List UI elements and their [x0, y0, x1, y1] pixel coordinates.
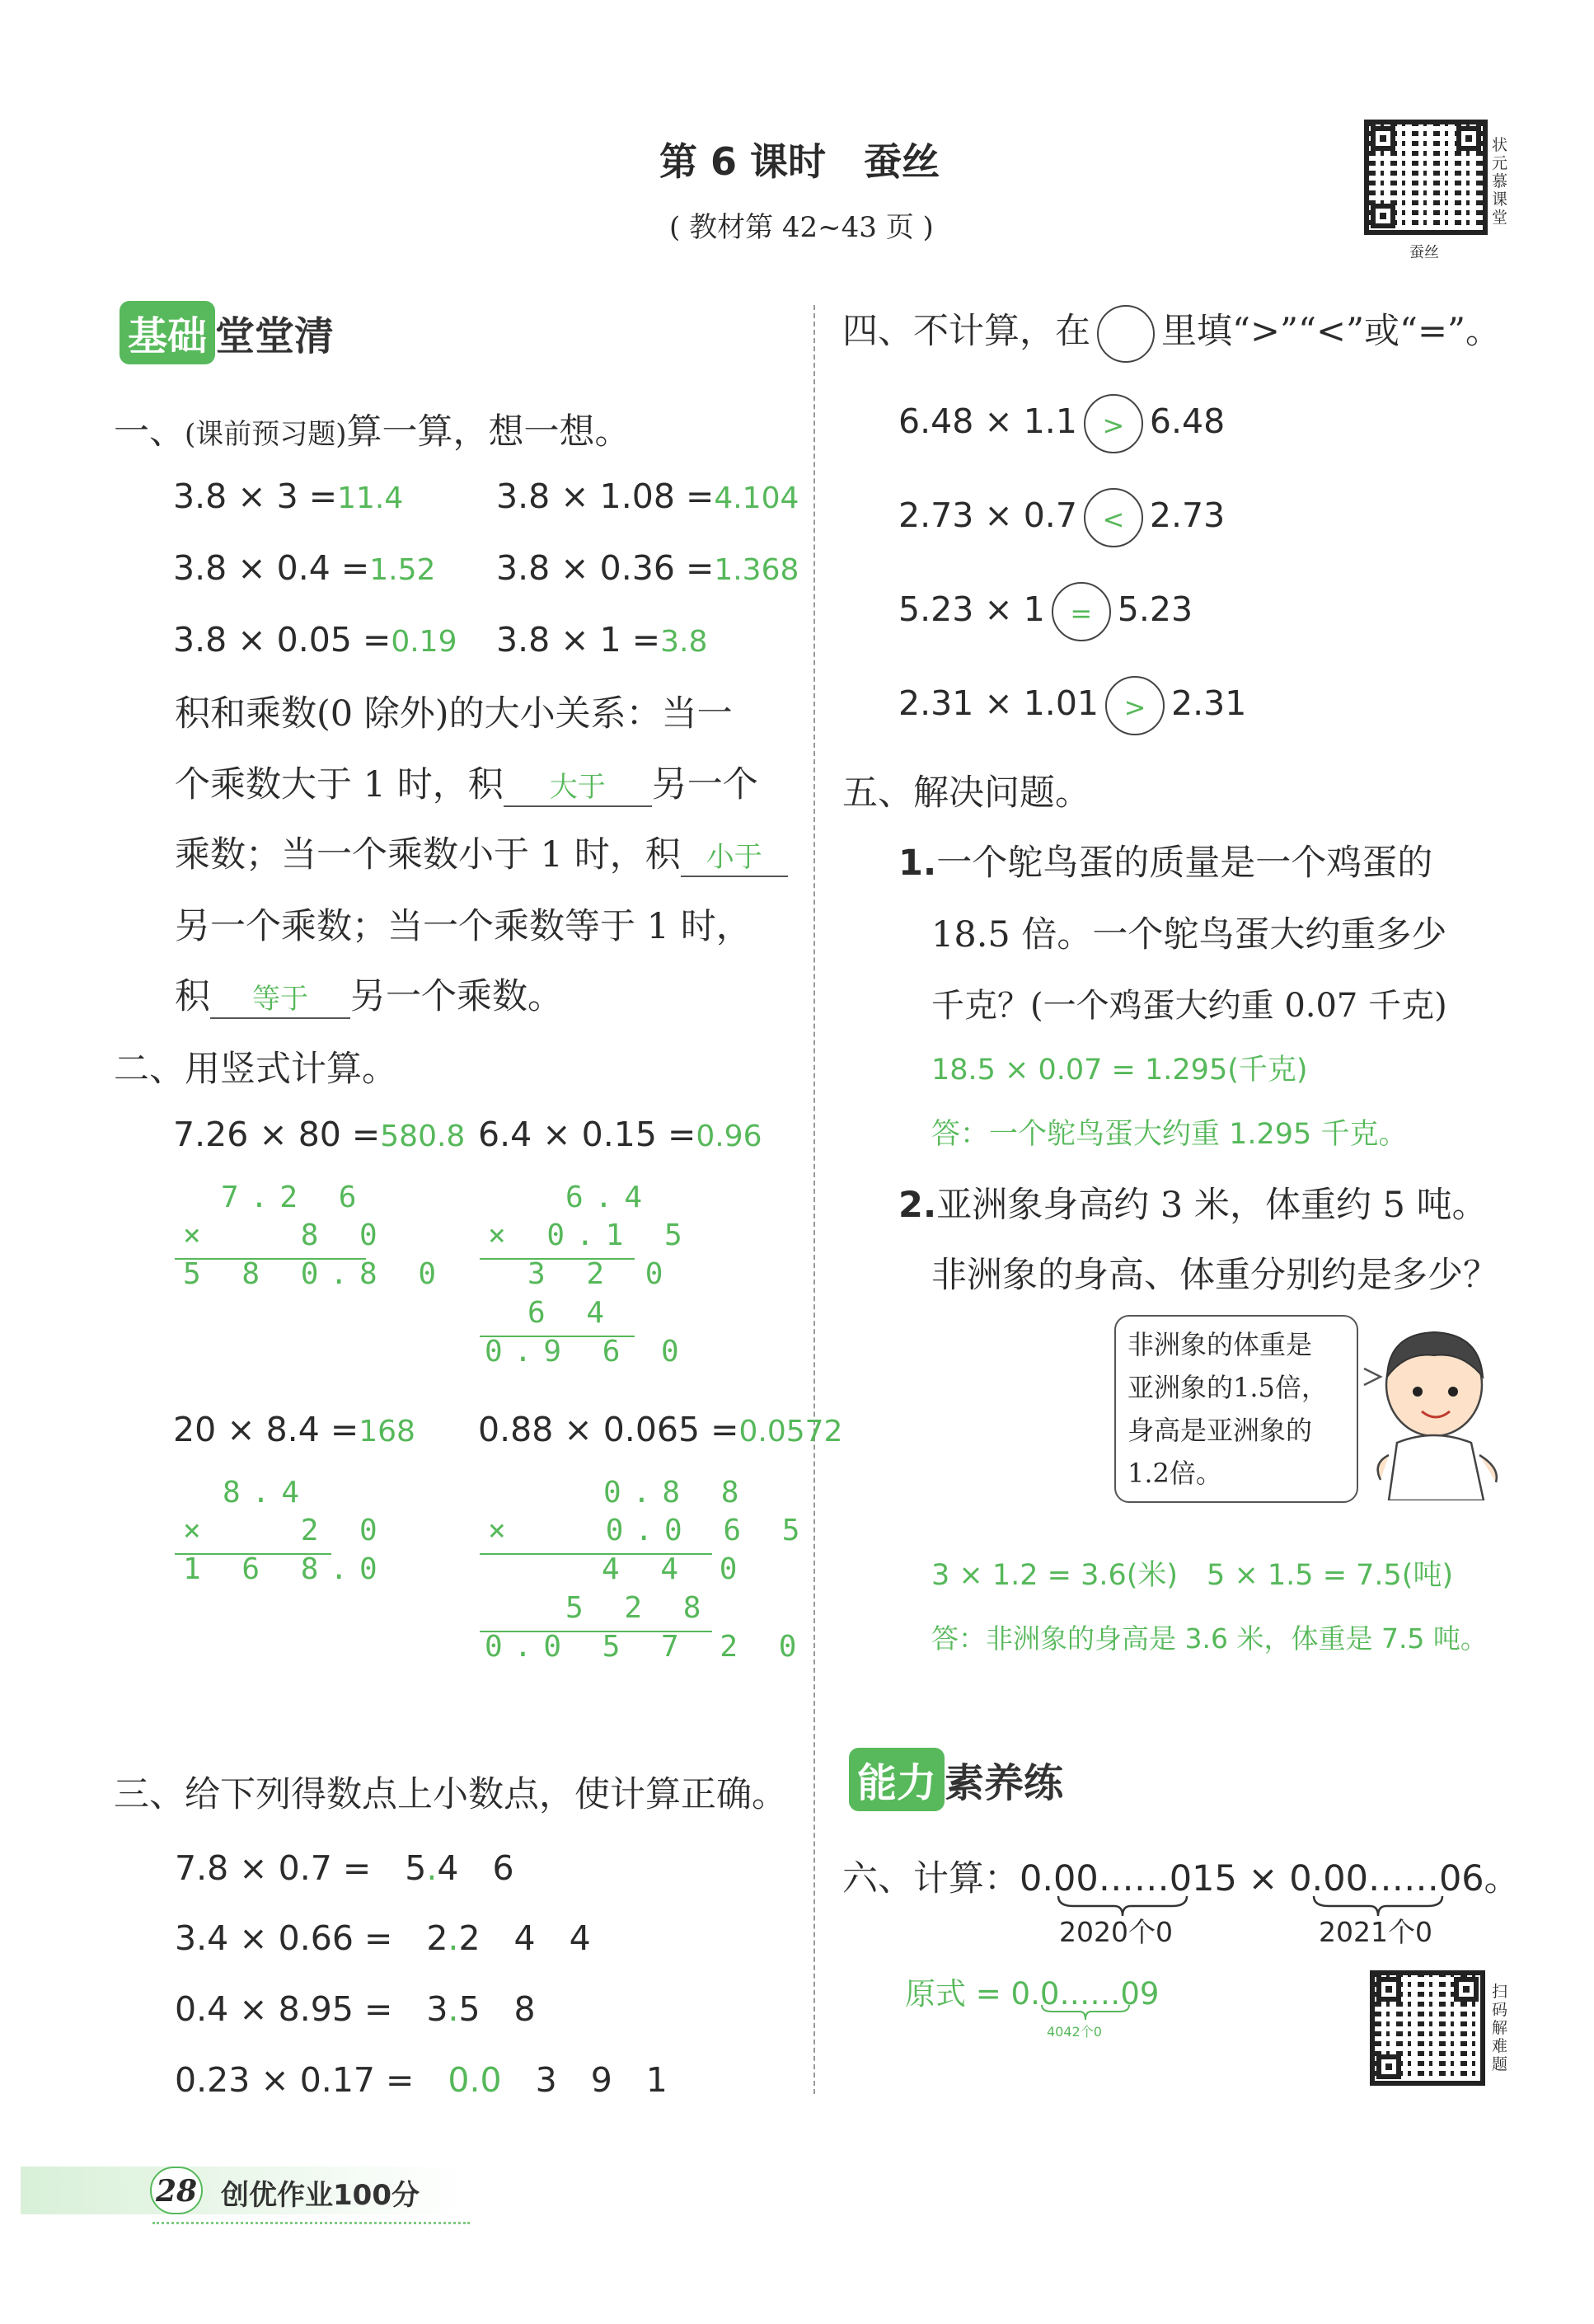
section-ability-heading: [849, 1748, 1063, 1811]
q5-p1-answer: 答：一个鸵鸟蛋大约重 1.295 千克。: [931, 1118, 1408, 1151]
q2-p3-expr: 20 × 8.4 =168: [173, 1410, 415, 1449]
q1-tag: (课前预习题): [185, 418, 347, 451]
q4-heading: 四、不计算，在 里填“>”“<”或“=”。: [842, 303, 1501, 363]
q2-p2-answer: 0.96: [696, 1120, 762, 1153]
q2-p1-line2: × 8 0: [183, 1218, 389, 1252]
q6-dots-b: ……: [1367, 1858, 1439, 1899]
q5-p1-line3: 千克？(一个鸡蛋大约重 0.07 千克): [931, 987, 1447, 1025]
qr-caption: 蚕丝: [1409, 244, 1439, 261]
q3-heading: 三、给下列得数点上小数点，使计算正确。: [114, 1774, 787, 1815]
q1-row1-left-answer: 11.4: [337, 481, 404, 515]
q5-heading: 五、解决问题。: [842, 772, 1090, 814]
q4-row2: 2.73 × 0.7 < 2.73: [898, 488, 1225, 547]
q3-row1: 7.8 × 0.7 = 5.4 6: [175, 1848, 514, 1888]
q3-row1-dot: .: [426, 1848, 438, 1888]
q6-answer: 原式 = 0.0……09: [905, 1976, 1160, 2012]
q1-relation-line1: 积和乘数(0 除外)的大小关系：当一: [175, 693, 733, 735]
q2-p4-line2: × 0.0 6 5: [488, 1514, 812, 1547]
q6-dots-a: ……: [1098, 1858, 1170, 1899]
q4-row1: 6.48 × 1.1 > 6.48: [898, 394, 1225, 453]
boy-illustration: [1356, 1319, 1521, 1500]
q1-heading: [114, 404, 631, 454]
q4-row1-circle[interactable]: >: [1084, 394, 1143, 453]
bubble-line-2: 亚洲象的1.5倍，: [1128, 1372, 1328, 1403]
q1-relation-line4: 另一个乘数；当一个乘数等于 1 时，: [175, 906, 752, 947]
section-basic-badge: 基础: [120, 301, 215, 364]
q1-row2-right-answer: 1.368: [714, 553, 799, 587]
footer-dotted-rule: [152, 2222, 470, 2224]
bubble-line-3: 身高是亚洲象的: [1128, 1415, 1313, 1446]
q2-p2-line4: 6 4: [527, 1296, 617, 1330]
q5-p1-line1: 1.一个鸵鸟蛋的质量是一个鸡蛋的: [898, 843, 1433, 884]
q2-p3-line3: 1 6 8.0: [183, 1552, 389, 1586]
q4-row2-circle[interactable]: <: [1084, 488, 1143, 547]
q4-circle-example: [1097, 305, 1155, 363]
section-ability-rest: 素养练: [945, 1760, 1064, 1806]
q2-p4-answer: 0.0572: [738, 1415, 843, 1448]
q2-p2-line1: 6.4: [565, 1181, 654, 1214]
qr-bottom-side-label: 扫码解难题: [1492, 1983, 1508, 2073]
q6-heading: 六、计算：0.00……015 × 0.00……06。: [842, 1858, 1520, 1899]
qr-code-top[interactable]: [1364, 120, 1488, 235]
q1-row1-left: 3.8 × 3 =11.4: [173, 477, 404, 516]
bubble-line-4: 1.2倍。: [1128, 1458, 1222, 1489]
q6-expr-c: 06。: [1438, 1858, 1520, 1899]
section-basic-heading: [120, 301, 334, 364]
q3-row4-prefix: 0.0: [448, 2060, 502, 2100]
q2-p4-line3: 4 4 0: [602, 1552, 749, 1586]
q2-p4-line5: 0.0 5 7 2 0: [485, 1630, 809, 1664]
q4-row3-circle[interactable]: =: [1052, 582, 1111, 641]
q5-p1-work: 18.5 × 0.07 = 1.295(千克): [931, 1054, 1308, 1087]
q6-expr-b: 015 × 0.00: [1169, 1858, 1368, 1899]
q4-row4: 2.31 × 1.01 > 2.31: [898, 676, 1246, 735]
q2-p3-line2: × 2 0: [183, 1514, 389, 1547]
q3-row2-dot: .: [448, 1918, 459, 1958]
q3-row3: 0.4 × 8.95 = 3.5 8: [175, 1989, 536, 2029]
section-basic-rest: 堂堂清: [215, 313, 335, 359]
q2-p4-line1: 0.8 8: [603, 1476, 751, 1509]
q2-p1-answer: 580.8: [380, 1120, 466, 1153]
bubble-line-1: 非洲象的体重是: [1128, 1329, 1313, 1360]
q1-row2-left: 3.8 × 0.4 =1.52: [173, 548, 436, 588]
footer-brand: 创优作业100分: [221, 2179, 420, 2212]
q2-p3-answer: 168: [359, 1415, 415, 1448]
q5-p2-work: 3 × 1.2 = 3.6(米) 5 × 1.5 = 7.5(吨): [931, 1559, 1454, 1592]
q2-p2-line3: 3 2 0: [527, 1257, 675, 1291]
q6-brace-b-label: 2021个0: [1319, 1916, 1432, 1948]
q2-p2-line5: 0.9 6 0: [485, 1335, 691, 1369]
q1-row2-right: 3.8 × 0.36 =1.368: [496, 548, 799, 588]
q1-row3-left: 3.8 × 0.05 =0.19: [173, 620, 457, 660]
q5-p2-line2: 非洲象的身高、体重分别约是多少？: [931, 1255, 1498, 1296]
page-number: 28: [150, 2167, 203, 2214]
q1-row3-right: 3.8 × 1 =3.8: [496, 620, 708, 660]
q4-row3: 5.23 × 1 = 5.23: [898, 582, 1193, 641]
speech-bubble: [1114, 1315, 1358, 1503]
q2-p1-line3: 5 8 0.8 0: [183, 1257, 448, 1291]
q2-p2-expr: 6.4 × 0.15 =0.96: [478, 1115, 762, 1154]
q1-row1-right-answer: 4.104: [714, 481, 799, 515]
q1-blank-3[interactable]: 等于: [210, 976, 350, 1019]
page-subtitle: ( 教材第 42~43 页 ): [669, 211, 934, 244]
q2-p4-line4: 5 2 8: [565, 1591, 713, 1625]
q3-row3-dot: .: [448, 1989, 459, 2029]
column-divider: [813, 305, 815, 2094]
q5-p2-line1: 2.亚洲象身高约 3 米，体重约 5 吨。: [898, 1185, 1488, 1226]
q2-p4-expr: 0.88 × 0.065 =0.0572: [478, 1410, 843, 1449]
q2-p3-line1: 8.4: [223, 1476, 312, 1509]
q1-blank-1[interactable]: 大于: [504, 764, 652, 807]
q1-relation-line3: 乘数；当一个乘数小于 1 时，积 小于: [175, 827, 788, 877]
section-ability-badge: 能力: [849, 1748, 945, 1811]
q1-row3-right-answer: 3.8: [660, 625, 708, 659]
q5-p1-line2: 18.5 倍。一个鸵鸟蛋大约重多少: [931, 914, 1447, 955]
q4-row4-circle[interactable]: >: [1105, 676, 1165, 735]
q6-answer-note: 4042个0: [1047, 2024, 1102, 2040]
q1-row1-right: 3.8 × 1.08 =4.104: [496, 477, 799, 516]
q1-relation-line5: 积 等于 另一个乘数。: [175, 976, 563, 1017]
page-title: 第 6 课时 蚕丝: [659, 139, 940, 184]
q1-row2-left-answer: 1.52: [369, 553, 436, 587]
q3-row4: 0.23 × 0.17 = 0.0 3 9 1: [175, 2060, 668, 2100]
q6-answer-brace: [1040, 2003, 1131, 2021]
q2-p1-line1: 7.2 6: [221, 1181, 368, 1214]
q3-row2: 3.4 × 0.66 = 2.2 4 4: [175, 1918, 591, 1958]
q1-relation-line2: 个乘数大于 1 时，积 大于 另一个: [175, 764, 758, 805]
q2-p1-expr: 7.26 × 80 =580.8: [173, 1115, 466, 1154]
q2-heading: 二、用竖式计算。: [114, 1049, 397, 1090]
q6-brace-a-label: 2020个0: [1059, 1916, 1173, 1948]
q6-expr-a: 0.00: [1020, 1858, 1099, 1899]
qr-side-label: 状元慕课堂: [1492, 136, 1508, 227]
q1-text: 算一算，想一想。: [346, 411, 631, 453]
q5-p2-answer: 答：非洲象的身高是 3.6 米，体重是 7.5 吨。: [931, 1622, 1488, 1655]
q1-blank-2[interactable]: 小于: [681, 834, 788, 877]
q1-row3-left-answer: 0.19: [391, 625, 457, 659]
qr-code-bottom[interactable]: [1370, 1970, 1485, 2086]
q1-num: 一、: [114, 411, 185, 453]
q2-p2-line2: × 0.1 5: [488, 1218, 694, 1252]
